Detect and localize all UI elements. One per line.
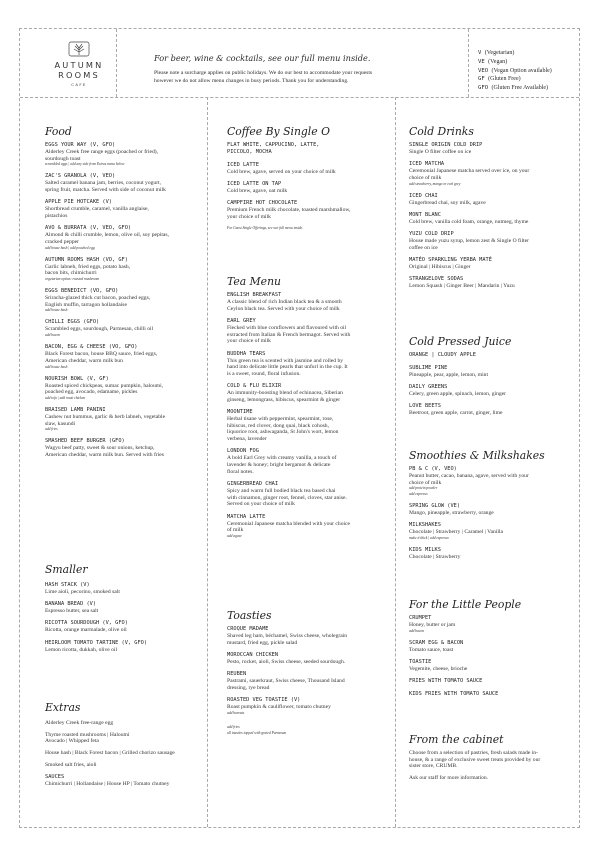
item-addon: add house hash — [45, 364, 68, 369]
item-addon: vegetarian option: roasted mushroom — [45, 277, 100, 282]
item-description: Ceylon black tea. Served with your choice of milk — [227, 305, 340, 312]
menu-item — [409, 503, 571, 517]
item-name: ICED MATCHA — [409, 161, 445, 168]
section-little-people — [409, 598, 571, 703]
legend-row — [478, 75, 552, 84]
menu-item — [409, 522, 571, 541]
menu-item — [227, 318, 392, 345]
brand-name-line2: ROOMS — [58, 70, 100, 80]
item-addon: add agave — [227, 533, 242, 538]
item-name: CROQUE MADAME — [227, 626, 269, 632]
column-divider-1 — [207, 97, 208, 827]
menu-item — [45, 344, 205, 370]
item-description: Lemon ricotta, dukkah, olive oil — [45, 646, 118, 653]
item-description: Alderley Creek free range eggs (poached or fried), — [45, 149, 159, 155]
menu-item — [227, 162, 392, 176]
menu-item — [227, 448, 392, 475]
section-title: Food — [45, 125, 72, 138]
item-description: Pineapple, pear, apple, lemon, mint — [409, 371, 488, 378]
legend-row — [478, 84, 552, 93]
item-addon: add strawberry, mango or earl grey — [409, 181, 461, 186]
item-name: ICED CHAI — [409, 192, 438, 199]
menu-item — [409, 384, 571, 398]
item-description: dressing, rye bread — [227, 684, 270, 691]
item-description: Cold brew, agave, oat milk — [227, 187, 288, 194]
item-name: AVO & BURRATA (V, VEO, GFO) — [45, 225, 132, 232]
item-description: Pastrami, sauerkraut, Swiss cheese, Thousand Island — [227, 678, 345, 685]
dietary-legend — [478, 49, 552, 93]
item-description: mustard, fried egg, pickle salad — [227, 639, 298, 646]
item-name: EGGS YOUR WAY (V, GFO) — [45, 142, 116, 148]
item-description: Spicy and warm full bodied black tea based chai — [227, 487, 336, 494]
header-tagline: For beer, wine & cocktails, see our full menu inside. — [154, 53, 371, 63]
item-description: Espresso butter, sea salt — [45, 608, 99, 615]
section-title: Cold Pressed Juice — [409, 335, 512, 348]
brand-logo — [40, 41, 118, 87]
item-description: Ricotta, orange marmalade, olive oil — [45, 627, 127, 634]
item-name: ORANGE | CLOUDY APPLE — [409, 352, 476, 358]
item-name: MOROCCAN CHICKEN — [227, 651, 279, 658]
item-description: Salted caramel banana jam, berries, coconut yogurt, — [45, 180, 162, 187]
item-name: SINGLE ORIGIN COLD DRIP — [409, 142, 483, 148]
menu-item — [409, 352, 571, 359]
item-description: hand into delicate little pearls that unfurl in the cup. It — [227, 364, 348, 371]
item-description: Cold brew, vanilla cold foam, orange, nutmeg, thyme — [409, 218, 529, 225]
legend-desc: (Vegetarian) — [484, 50, 515, 56]
item-description: choice of milk — [409, 174, 442, 181]
item-description: American cheddar, warm milk bun — [45, 357, 123, 364]
sauces-list: Chimichurri | Hollandaise | House HP | Tomato chutney — [45, 780, 170, 787]
item-description: of milk — [227, 527, 244, 534]
legend-desc: (Vegan Option available) — [491, 67, 552, 74]
menu-item — [227, 409, 392, 443]
item-name: ROASTED VEG TOASTIE (V) — [227, 697, 301, 704]
item-description: A classic blend of rich Indian black tea & a smooth — [227, 299, 342, 305]
menu-item — [227, 697, 392, 716]
menu-item — [409, 276, 571, 290]
item-description: Roasted spiced chickpeas, sumac pumpkin, haloumi, — [45, 382, 164, 389]
item-name: LONDON FOG — [227, 448, 259, 455]
menu-item — [227, 292, 392, 312]
item-addon: make it thick | add espresso — [409, 535, 449, 540]
item-description: your choice of milk — [227, 338, 271, 345]
item-description: A bold Earl Grey with creamy vanilla, a touch of — [227, 455, 337, 462]
item-addon: add fries — [45, 427, 58, 432]
item-description: Premium French milk chocolate, toasted marshmallow, — [227, 206, 351, 213]
section-title: Tea Menu — [227, 275, 281, 288]
column-divider-2 — [395, 97, 396, 827]
menu-item — [45, 319, 205, 338]
item-description: Beetroot, green apple, carrot, ginger, lime — [409, 409, 503, 416]
item-description: verbena, lavender — [227, 436, 267, 443]
menu-item — [45, 288, 205, 314]
item-name: CRUMPET — [409, 615, 432, 621]
header-divider-right — [468, 29, 469, 97]
legend-desc: (Vegan) — [488, 58, 508, 65]
item-name: KIDS FRIES WITH TOMATO SAUCE — [409, 690, 499, 697]
item-description: Lemon Squash | Ginger Beer | Mandarin | Yuzu — [409, 283, 515, 290]
item-name: ICED LATTE ON TAP — [227, 180, 282, 187]
item-description: Sriracha-glazed thick cut bacon, poached eggs, — [45, 295, 151, 302]
item-description: sourdough toast — [45, 155, 81, 162]
item-name: CAMPFIRE HOT CHOCOLATE — [227, 199, 298, 206]
text-line: Choose from a selection of pastries, fresh salads made in- — [409, 750, 538, 756]
menu-item — [227, 142, 392, 156]
menu-item — [45, 640, 205, 654]
toasties-footer: add fries all toasties topped with grated Parmesan — [227, 725, 287, 735]
item-name: TOASTIE — [409, 658, 432, 665]
section-title: From the cabinet — [409, 733, 504, 746]
coffee-footnote: For Guest Single Offerings, see our full menu inside. — [227, 225, 304, 230]
item-description: Tomato sauce, toast — [409, 646, 454, 653]
text-line: Ask our staff for more information. — [409, 775, 489, 782]
item-name: SCRAM EGG & BACON — [409, 639, 464, 646]
item-name: EGGS BENEDICT (VO, GFO) — [45, 288, 119, 295]
menu-item — [409, 193, 571, 207]
item-name: DAILY GREENS — [409, 383, 448, 390]
item-name: GINGERBREAD CHAI — [227, 480, 279, 487]
item-description: Wagyu beef patty, sweet & sour onions, ketchup, — [45, 445, 155, 452]
item-name: RICOTTA SOURDOUGH (V, GFO) — [45, 620, 128, 627]
legend-row — [478, 49, 552, 58]
item-name: LOVE BEETS — [409, 402, 441, 409]
sauces-label: SAUCES — [45, 773, 65, 780]
item-description: bacon bits, chimichurri — [45, 270, 97, 277]
section-title: Extras — [45, 701, 81, 714]
legend-row — [478, 67, 552, 76]
item-name: FRIES WITH TOMATO SAUCE — [409, 678, 483, 685]
menu-item — [45, 225, 205, 251]
legend-code: VE — [478, 58, 485, 65]
section-cold-drinks — [409, 125, 571, 295]
section-coffee — [227, 125, 392, 231]
text-line: sister store, CRUMB. — [409, 763, 458, 770]
header-intro — [154, 53, 469, 85]
section-title: Smaller — [45, 563, 88, 576]
menu-item — [45, 142, 205, 168]
item-name: STRANGELOVE SODAS — [409, 276, 464, 283]
item-description: Roast pumpkin & cauliflower, tomato chutney — [227, 704, 331, 711]
section-title: Coffee By Single O — [227, 125, 330, 138]
item-name: FLAT WHITE, CAPPUCINO, LATTE, — [227, 142, 320, 148]
item-description: extracted from Italian & French bermagot. Served with — [227, 331, 351, 338]
item-description: floral notes. — [227, 468, 254, 475]
legend-code: V — [478, 50, 482, 56]
item-name-cont: PICCOLO, MOCHA — [227, 149, 272, 155]
section-cabinet — [409, 733, 571, 782]
item-description: coffee on ice — [409, 244, 438, 251]
menu-item — [45, 376, 205, 402]
item-description: Shaved leg ham, béchamel, Swiss cheese, wholegrain — [227, 633, 348, 639]
text-line: House hash | Black Forest bacon | Grilled chorizo sausage — [45, 750, 175, 757]
legend-desc: (Gluten Free) — [488, 76, 521, 83]
item-description: slaw, kasundi — [45, 420, 76, 427]
menu-item — [45, 407, 205, 433]
text-line: Avocado | Whipped feta — [45, 738, 99, 745]
item-description: This green tea is scented with jasmine and rolled by — [227, 357, 344, 364]
menu-item — [409, 231, 571, 251]
item-name: APPLE PIE HOTCAKE (V) — [45, 199, 112, 206]
item-description: House made yuzu syrup, lemon zest & Single O filter — [409, 238, 529, 245]
item-name: BUDDHA TEARS — [227, 350, 266, 357]
item-name: SMASHED BEEF BURGER (GFO) — [45, 438, 125, 445]
menu-item — [45, 582, 205, 596]
menu-item — [409, 659, 571, 673]
item-name: AUTUMN ROOMS HASH (VO, GF) — [45, 256, 128, 263]
item-description: Honey, butter or jam — [409, 622, 456, 628]
text-line: house, & a range of exclusive sweet treats provided by our — [409, 756, 541, 763]
menu-item — [409, 615, 571, 634]
item-addon: add house hash | add poached egg — [45, 245, 95, 250]
menu-item — [409, 142, 571, 156]
item-description: Shortbread crumble, caramel, vanilla anglaise, — [45, 206, 149, 213]
item-description: Garlic labneh, fried eggs, potato hash, — [45, 263, 131, 270]
item-name: HEIRLOOM TOMATO TARTINE (V, GFO) — [45, 639, 148, 646]
menu-item — [227, 514, 392, 540]
section-juice — [409, 335, 571, 422]
menu-item — [227, 626, 392, 646]
item-description: Flecked with blue cornflowers and flavoured with oil — [227, 324, 347, 331]
legend-row — [478, 58, 552, 67]
section-title: Smoothies & Milkshakes — [409, 449, 545, 462]
item-name: BANANA BREAD (V) — [45, 601, 97, 608]
menu-item — [409, 365, 571, 379]
section-extras — [45, 701, 205, 787]
legend-desc: (Gluten Free Available) — [491, 85, 549, 92]
menu-item — [409, 640, 571, 654]
header-rule — [20, 97, 579, 98]
menu-page — [19, 28, 580, 828]
item-name: MOONTIME — [227, 409, 253, 416]
item-addon: add tofu | add roast chicken — [45, 395, 86, 400]
section-title: Cold Drinks — [409, 125, 474, 138]
section-smoothies — [409, 449, 571, 566]
item-description: Herbal tisane with peppermint, spearmint, rose, — [227, 416, 334, 423]
item-description: your choice of milk — [227, 213, 271, 220]
item-description: Almond & chilli crumble, lemon, olive oil, soy pepitas, — [45, 232, 169, 239]
text-line: Alderley Creek free-range egg — [45, 720, 114, 726]
item-description: Chocolate | Strawberry — [409, 553, 461, 560]
item-addon: add protein powder — [409, 486, 438, 491]
item-name: SPRING GLOW (VE) — [409, 502, 461, 509]
item-description: Celery, green apple, spinach, lemon, ginger — [409, 390, 507, 397]
menu-item — [409, 678, 571, 685]
text-line: Smoked salt fries, aioli — [45, 761, 97, 768]
menu-item — [409, 547, 571, 561]
brand-subtitle: CAFE — [71, 82, 87, 87]
item-description: poached egg, avocado, edamame, pickles — [45, 389, 138, 396]
item-description: Mango, pineapple, strawberry, orange — [409, 509, 494, 516]
item-description: cracked pepper — [45, 238, 80, 245]
section-toasties — [227, 609, 392, 736]
item-description: Gingerbread chai, soy milk, agave — [409, 199, 486, 206]
brand-name-line1: AUTUMN — [54, 60, 104, 70]
item-addon: add house hash — [45, 308, 68, 313]
menu-item — [45, 257, 205, 283]
menu-item — [409, 212, 571, 226]
item-name: MILKSHAKES — [409, 522, 441, 529]
text-line: Thyme roasted mushrooms | Haloumi — [45, 731, 130, 738]
menu-item — [409, 691, 571, 698]
item-name: YUZU COLD DRIP — [409, 231, 454, 238]
menu-item — [227, 671, 392, 691]
menu-item — [45, 601, 205, 615]
item-addon: scrambled eggs | add any side from Extras menu below — [45, 162, 125, 167]
item-description: Original | Hibiscus | Ginger — [409, 263, 471, 270]
item-description: hibiscus, red clover, dong quai, black cohosh, — [227, 422, 329, 429]
item-description: Pesto, rocket, aioli, Swiss cheese, seeded sourdough. — [227, 658, 346, 665]
item-description: is a sweet, round, floral infusion. — [227, 370, 301, 377]
section-food — [45, 125, 205, 464]
tree-logo-icon — [68, 41, 90, 57]
menu-item — [45, 173, 205, 193]
item-description: Vegemite, cheese, brioche — [409, 665, 468, 672]
item-description: Ceremonial Japanese matcha blended with your choice — [227, 520, 351, 527]
section-tea — [227, 275, 392, 545]
item-name: BACON, EGG & CHEESE (VO, GFO) — [45, 344, 138, 351]
menu-item — [409, 403, 571, 417]
item-name: KIDS MILKS — [409, 546, 441, 553]
item-name: SUBLIME PINE — [409, 364, 448, 371]
item-description: Lime aioli, pecorino, smoked salt — [45, 589, 120, 595]
menu-item — [227, 481, 392, 508]
item-description: Scrambled eggs, sourdough, Parmesan, chilli oil — [45, 326, 154, 333]
item-name: REUBEN — [227, 671, 247, 678]
item-name: MATCHA LATTE — [227, 513, 266, 520]
item-addon: add bacon — [409, 628, 425, 633]
item-name: ENGLISH BREAKFAST — [227, 292, 282, 298]
item-name: ICED LATTE — [227, 161, 259, 168]
item-name: COLD & FLU ELIXIR — [227, 383, 282, 390]
item-description: Black Forest bacon, house BBQ sauce, fried eggs, — [45, 351, 158, 358]
legend-code: VEO — [478, 67, 489, 74]
item-name: MONT BLANC — [409, 211, 441, 218]
item-description: lavender & honey; bright bergamot & delicate — [227, 462, 331, 469]
item-description: An immunity-boosting blend of echinacea, Siberian — [227, 390, 343, 397]
section-smaller — [45, 563, 205, 659]
item-description: Served on your choice of milk — [227, 501, 295, 508]
legend-code: GF — [478, 76, 485, 83]
item-description: pistachios — [45, 213, 68, 220]
item-addon: add bacon — [45, 333, 61, 338]
item-description: English muffin, tarragon hollandaise — [45, 301, 127, 308]
item-description: with cinnamon, ginger root, fennel, cloves, star anise. — [227, 494, 347, 501]
menu-item — [45, 438, 205, 458]
item-name: PB & C (V, VEO) — [409, 466, 457, 472]
menu-item — [409, 161, 571, 187]
item-description: Chocolate | Strawberry | Caramel | Vanilla — [409, 529, 503, 536]
menu-item — [227, 351, 392, 378]
item-name: ZAC'S GRANOLA (V, VEO) — [45, 173, 116, 180]
header-divider-left — [116, 29, 117, 97]
section-title: For the Little People — [409, 598, 522, 611]
item-addon: add espresso — [409, 491, 428, 496]
item-description: spring fruit, matcha. Served with side of coconut milk — [45, 187, 166, 194]
item-description: Cashew nut hummus, garlic & herb labneh, vegetable — [45, 413, 166, 420]
item-description: Ceremonial Japanese matcha served over ice, on your — [409, 168, 530, 175]
item-name: EARL GREY — [227, 317, 256, 324]
section-title: Toasties — [227, 609, 272, 622]
item-name: MATÉO SPARKLING YERBA MATÉ — [409, 256, 492, 263]
menu-item — [45, 199, 205, 219]
item-name: CHILLI EGGS (GFO) — [45, 319, 100, 326]
menu-item — [227, 200, 392, 220]
legend-code: GFO — [478, 85, 489, 92]
item-description: Peanut butter, cacao, banana, agave, served with your — [409, 473, 529, 479]
item-name: HASH STACK (V) — [45, 582, 90, 588]
item-name: BRAISED LAMB PANINI — [45, 406, 106, 413]
item-description: liquorice root, ashwaganda, St John's wort, lemon — [227, 429, 339, 436]
header-note: Please note a surcharge applies on public holidays. We do our best to accommodate your requests however we do not allow menu changes in busy periods. Thank you for understanding. — [154, 70, 373, 84]
item-description: Single O filter coffee on ice — [409, 149, 472, 155]
item-addon: add burrata — [227, 710, 245, 715]
menu-item — [227, 383, 392, 403]
item-description: choice of milk — [409, 479, 442, 486]
item-description: American cheddar, warm milk bun. Served with fries — [45, 452, 164, 459]
item-description: Cold brew, agave, served on your choice of milk — [227, 168, 336, 175]
menu-item — [227, 181, 392, 195]
menu-item — [45, 620, 205, 634]
menu-item — [409, 257, 571, 271]
menu-item — [227, 652, 392, 666]
menu-item — [409, 466, 571, 497]
item-description: ginseng, lemongrass, hibiscus, spearmint & ginger — [227, 396, 341, 403]
item-name: NOURISH BOWL (V, GF) — [45, 375, 109, 382]
